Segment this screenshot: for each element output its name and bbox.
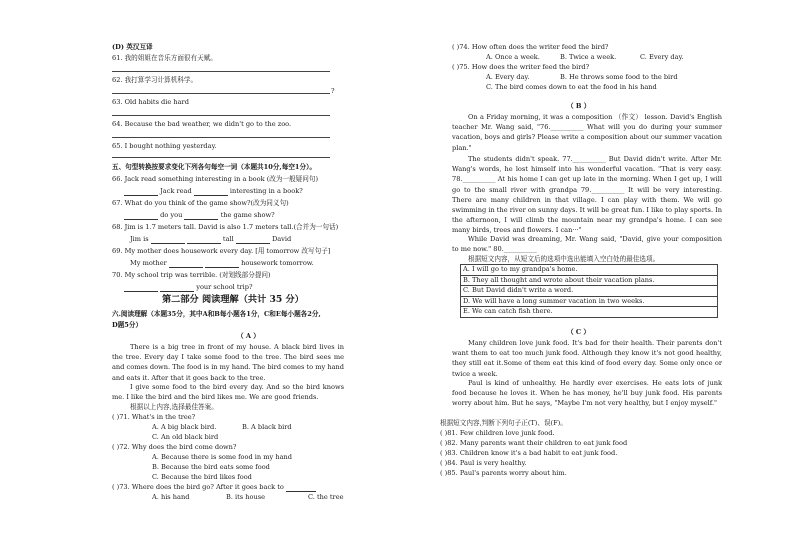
- question-74-option-c: C. Every day.: [640, 53, 684, 61]
- option-e: E. We can catch fish there.: [463, 307, 553, 316]
- blank[interactable]: [169, 259, 203, 268]
- question-73-option-c: C. the tree: [308, 493, 344, 501]
- question-73: ( )73. Where does the bird go? After it goes back to: [112, 482, 316, 492]
- option-a: A. I will go to my grandpa's home.: [461, 265, 717, 276]
- question-69-blanks: My mother housework tomorrow.: [130, 259, 314, 267]
- question-62: 62. 我打算学习计算机科学。: [112, 76, 198, 84]
- question-75-option-c: C. The bird comes down to eat the food in his hand: [486, 83, 657, 91]
- passage-a-paragraph-1: There is a big tree in front of my house. A black bird lives in the tree. Every day I take some food to the tree. The bird sees me and comes down. The food is in my hand. The bird comes to my hand and eats it. After that it goes back to the tree.: [112, 343, 344, 382]
- option-c: C. But David didn't write a word.: [461, 286, 717, 297]
- section-6-heading: 六.阅读理解（本题35分，其中A和B每小题各1分，C和E每小题各2分,: [112, 310, 321, 318]
- passage-c-paragraph-1: Many children love junk food. It's bad for their health. Their parents don't want them to eat too much junk food. Although they know it's not good healthy, they still eat it.Some of them eat this kind of food every day. Some only once or twice a week.: [452, 339, 722, 378]
- passage-b-options-box: [460, 264, 718, 318]
- question-71-option-a: A. A big black bird.: [152, 423, 217, 431]
- question-75: ( )75. How does the writer feed the bird?: [452, 63, 590, 71]
- passage-b-paragraph-1: On a Friday morning, it was a composition （作文） lesson. David's English teacher Mr. Wang said, "76.__________ What will you do during your summer vacation, boys and girls? Please write a composition about our summer vacation plan.": [452, 113, 722, 152]
- answer-line-61[interactable]: [112, 71, 330, 72]
- question-69: 69. My mother does housework every day. [用 tomorrow 改写句子]: [112, 247, 331, 255]
- question-84: ( )84. Paul is very healthy.: [440, 459, 527, 467]
- option-b: B. They all thought and wrote about their vacation plans.: [461, 276, 717, 287]
- passage-b-paragraph-2: The students didn't speak. 77.__________ But David didn't write. After Mr. Wang's words, he lost himself into his wonderful vacation. "That is very easy. 78.__________ At his home I can get up late in the morning. When I get up, I will go to the small river with grandpa 79.__________ It will be very interesting. There are many children in that village. I can play with them. We will go swimming in the river on sunny days. It will be great fun. I like to play sports. In the afternoon, I will climb the mountain near my grandpa's home. I can see many birds, trees and flowers. I can···": [452, 155, 722, 235]
- question-66: 66. Jack read something interesting in a book (改为一般疑问句): [112, 175, 319, 183]
- blank[interactable]: [124, 211, 158, 220]
- question-66-blanks: Jack read interesting in a book?: [124, 186, 303, 196]
- blank[interactable]: [160, 283, 194, 292]
- passage-c-title: （ C ）: [567, 328, 591, 336]
- question-73-option-a: A. his hand: [152, 493, 190, 501]
- question-74-option-b: B. Twice a week.: [560, 53, 617, 61]
- question-75-option-b: B. He throws some food to the bird: [560, 73, 678, 81]
- answer-line-62[interactable]: [112, 93, 330, 94]
- question-82: ( )82. Many parents want their children to eat junk food: [440, 439, 628, 447]
- section-5-heading: 五、句型转换按要求变化下列各句每空一词（本题共10分,每空1分）。: [112, 163, 316, 171]
- blank[interactable]: [151, 235, 185, 244]
- question-61: 61. 我的姐姐在音乐方面很有天赋。: [112, 54, 217, 62]
- passage-a-paragraph-2: I give some food to the bird every day. And so the bird knows me. I like the bird and the bird likes me. We are good friends.: [112, 383, 344, 402]
- question-70: 70. My school trip was terrible. (对划线部分提问): [112, 271, 271, 279]
- question-71-option-c: C. An old black bird: [152, 433, 219, 441]
- blank[interactable]: [124, 187, 158, 196]
- question-81: ( )81. Few children love junk food.: [440, 429, 555, 437]
- option-d: D. We will have a long summer vacation in two weeks.: [461, 297, 717, 308]
- question-65: 65. I bought nothing yesterday.: [112, 142, 217, 150]
- passage-b-paragraph-3: While David was dreaming, Mr. Wang said, "David, give your composition to me now." 80.__________: [452, 235, 722, 254]
- blank[interactable]: [194, 187, 228, 196]
- answer-line-65[interactable]: [112, 157, 330, 158]
- question-68: 68. Jim is 1.7 meters tall. David is also 1.7 meters tall.(合并为一句话): [112, 223, 339, 231]
- passage-a-title: （ A ）: [237, 332, 260, 340]
- question-72-option-c: C. Because the bird likes food: [152, 473, 252, 481]
- question-67: 67. What do you think of the game show?(改为同义句): [112, 199, 289, 207]
- question-72-option-a: A. Because there is some food in my hand: [152, 453, 292, 461]
- question-70-blanks: your school trip?: [124, 282, 253, 292]
- passage-b-title: （ B ）: [567, 102, 591, 110]
- blank[interactable]: [184, 211, 218, 220]
- passage-c-instruction: 根据短文内容,判断下列句子正(T)、误(F)。: [440, 419, 567, 427]
- question-64: 64. Because the bad weather, we didn't go to the zoo.: [112, 120, 292, 128]
- passage-a-instruction: 根据以上内容,选择最佳答案。: [130, 403, 218, 411]
- blank[interactable]: [124, 283, 158, 292]
- question-74-option-a: A. Once a week.: [486, 53, 540, 61]
- passage-b-instruction: 根据短文内容，从短文后的选项中选出能填入空白处的最佳选项。: [468, 255, 660, 263]
- answer-line-63[interactable]: [112, 115, 330, 116]
- blank[interactable]: [236, 235, 270, 244]
- question-72-option-b: B. Because the bird eats some food: [152, 463, 270, 471]
- section-6-heading-cont: D题5分）: [112, 321, 143, 329]
- blank[interactable]: [205, 259, 239, 268]
- section-d-heading: (D) 英汉互译: [112, 43, 153, 51]
- blank[interactable]: [286, 483, 316, 492]
- question-74: ( )74. How often does the writer feed the bird?: [452, 43, 609, 51]
- answer-line-64[interactable]: [112, 137, 330, 138]
- question-85: ( )85. Paul's parents worry about him.: [440, 469, 567, 477]
- question-62-mark: ?: [331, 87, 335, 95]
- question-68-blanks: Jim is tall David: [130, 235, 292, 243]
- question-75-option-a: A. Every day.: [486, 73, 530, 81]
- question-67-blanks: do you the game show?: [124, 210, 275, 220]
- passage-c-paragraph-2: Paul is kind of unhealthy. He hardly ever exercises. He eats lots of junk food because he loves it. When he has money, he'll buy junk food. His parents worry about him. But he says, "Maybe I'm not very healthy, but I enjoy myself.": [452, 379, 722, 408]
- question-71-option-b: B. A black bird: [242, 423, 292, 431]
- part-2-title: 第二部分 阅读理解（共计 35 分）: [162, 294, 304, 305]
- question-71: ( )71. What's in the tree?: [112, 413, 196, 421]
- question-72: ( )72. Why does the bird come down?: [112, 443, 237, 451]
- question-73-option-b: B. its house: [226, 493, 266, 501]
- question-83: ( )83. Children know it's a bad habit to eat junk food.: [440, 449, 618, 457]
- question-63: 63. Old habits die hard: [112, 98, 189, 106]
- blank[interactable]: [187, 235, 221, 244]
